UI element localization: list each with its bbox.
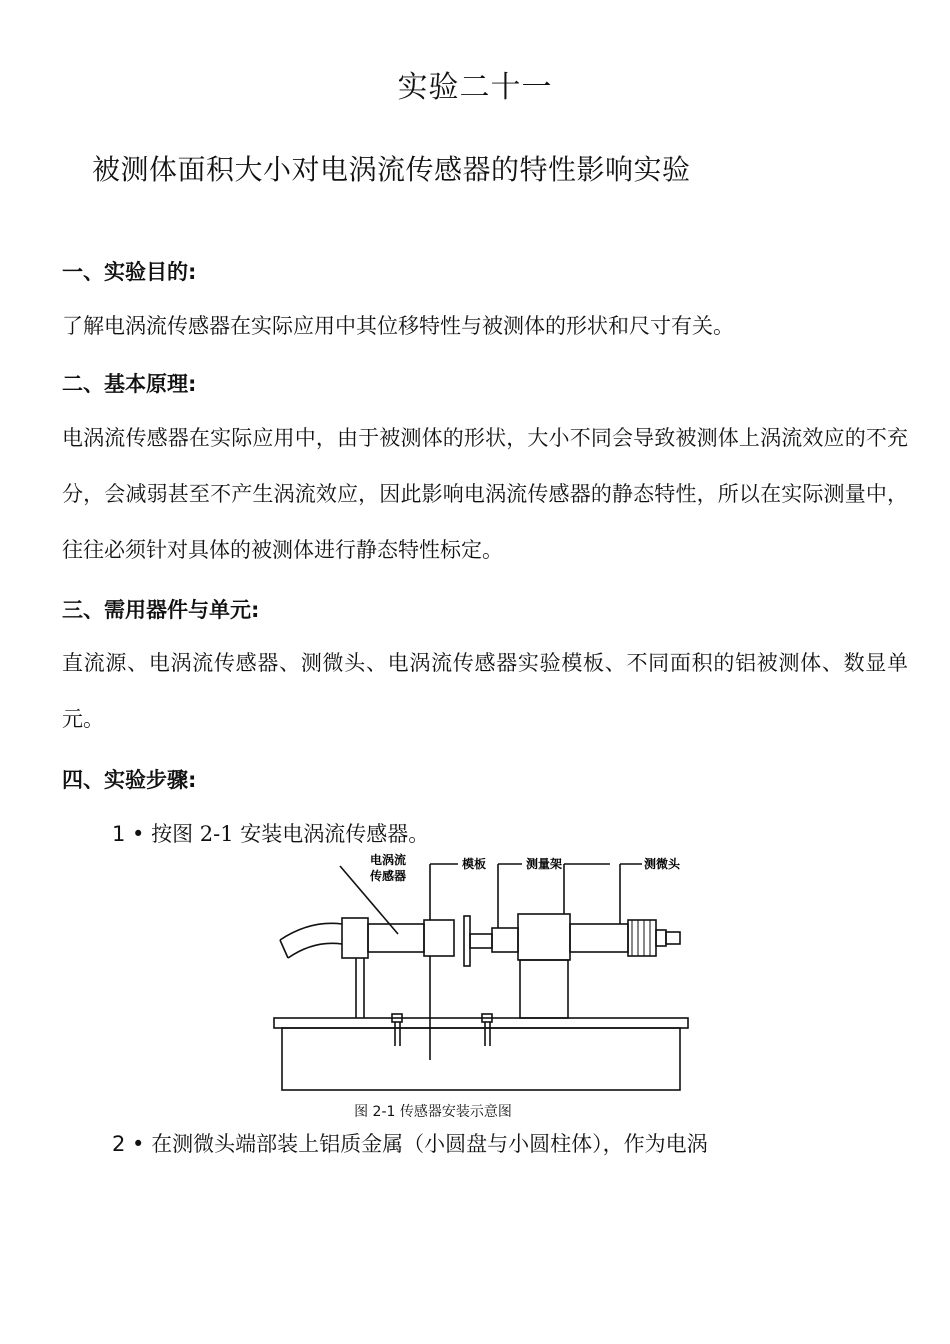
section-body-equipment: 直流源、电涡流传感器、测微头、电涡流传感器实验模板、不同面积的铝被测体、数显单元。 <box>62 651 908 731</box>
label-template: 模板 <box>462 857 487 871</box>
measuring-mount <box>518 914 570 960</box>
sensor-head <box>424 920 454 956</box>
page-subtitle: 被测体面积大小对电涡流传感器的特性影响实验 <box>92 153 691 186</box>
micrometer-body <box>570 924 628 952</box>
figure-caption: 图 2-1 传感器安装示意图 <box>354 1104 512 1120</box>
sensor-cable <box>280 923 342 940</box>
step-text: 在测微头端部装上铝质金属（小圆盘与小圆柱体），作为电涡 <box>151 1132 708 1156</box>
label-mount: 测量架 <box>526 857 563 871</box>
section-heading-steps: 四、实验步骤: <box>62 768 197 792</box>
step-item <box>112 1128 708 1158</box>
sensor-clamp <box>342 918 368 958</box>
label-micrometer: 测微头 <box>644 857 681 871</box>
sensor-body <box>368 924 424 952</box>
installation-diagram <box>270 850 700 1098</box>
section-heading-principle: 二、基本原理: <box>62 372 197 396</box>
section-heading-equipment: 三、需用器件与单元: <box>62 598 260 622</box>
step-number: 1 • <box>112 822 145 846</box>
step-number: 2 • <box>112 1132 145 1156</box>
base-block <box>282 1028 680 1090</box>
step-text: 按图 2-1 安装电涡流传感器。 <box>151 822 430 846</box>
base-rail <box>274 1018 688 1028</box>
label-sensor-line1: 电涡流 <box>370 853 407 867</box>
section-heading-purpose: 一、实验目的: <box>62 260 197 284</box>
label-sensor-line2: 传感器 <box>370 869 407 883</box>
section-body-principle: 电涡流传感器在实际应用中，由于被测体的形状，大小不同会导致被测体上涡流效应的不充分，会减弱甚至不产生涡流效应，因此影响电涡流传感器的静态特性，所以在实际测量中，往往必须针对具体的被测体进行静态特性标定。 <box>62 426 908 562</box>
step-item <box>112 818 429 848</box>
page-title: 实验二十一 <box>397 70 553 105</box>
micrometer-knob <box>666 932 680 944</box>
section-body-purpose: 了解电涡流传感器在实际应用中其位移特性与被测体的形状和尺寸有关。 <box>62 314 734 338</box>
template-plate <box>464 916 470 966</box>
